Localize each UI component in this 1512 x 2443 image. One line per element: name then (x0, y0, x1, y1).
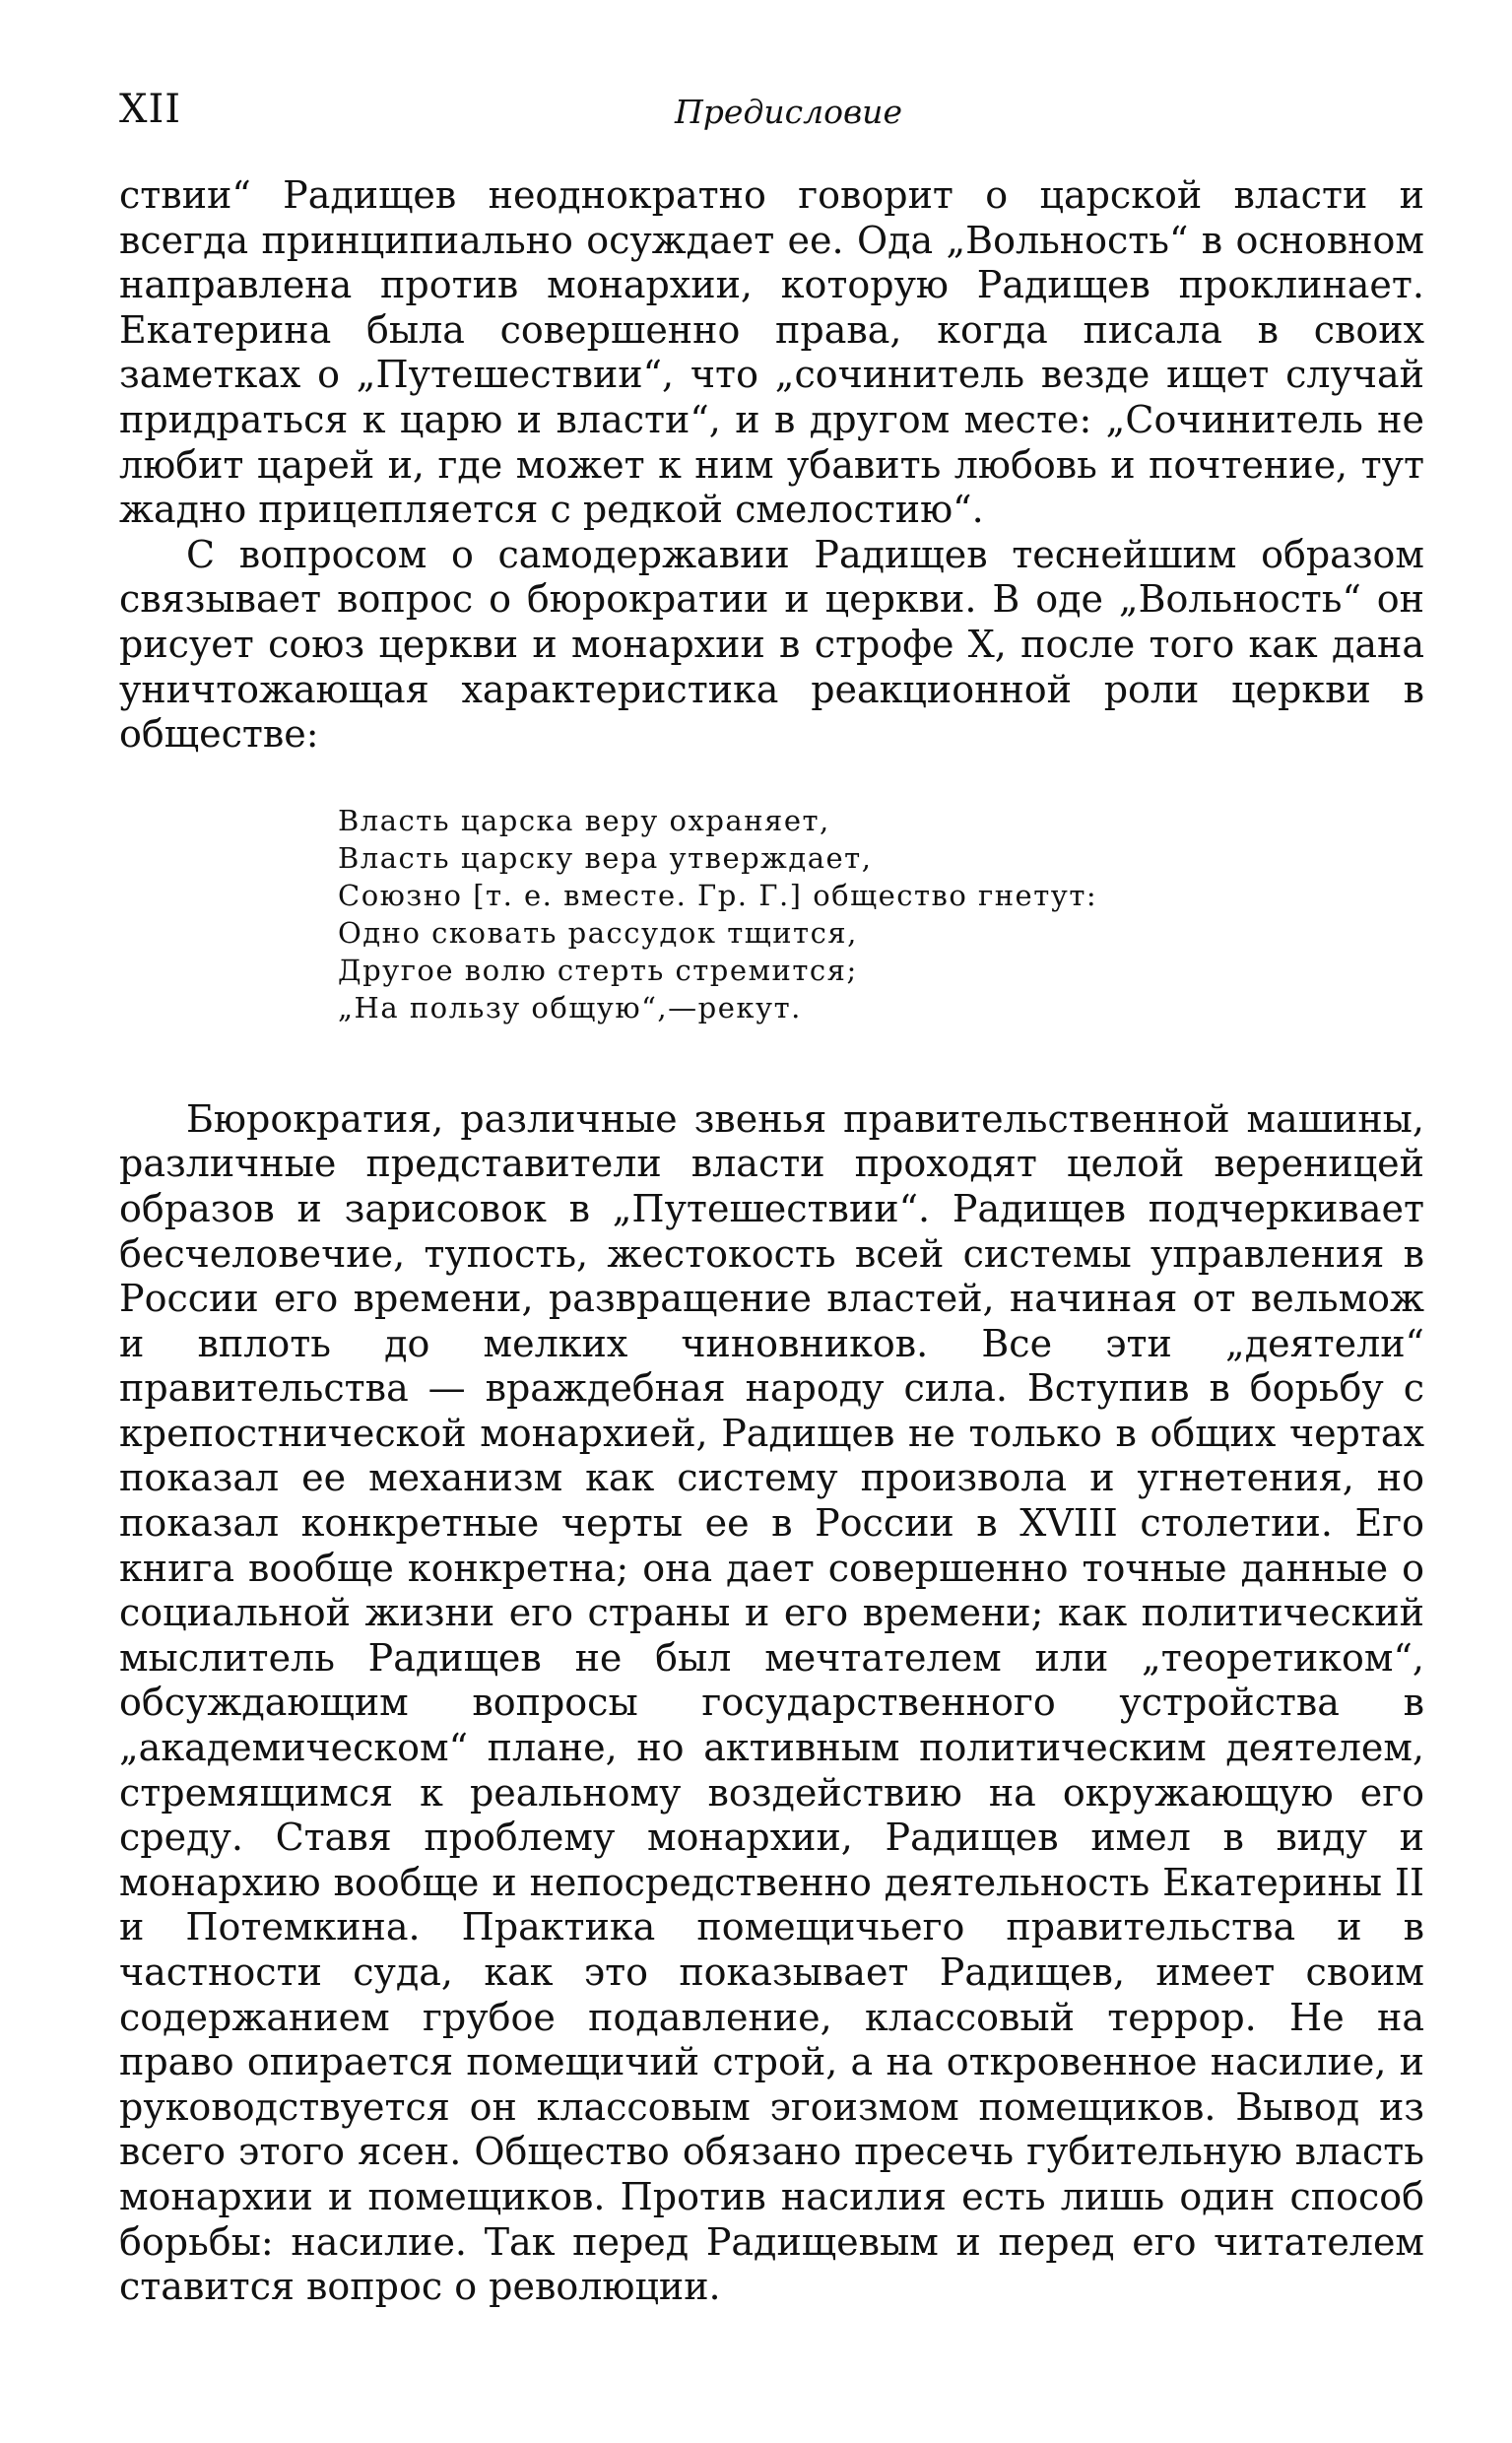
page-number: XII (119, 87, 182, 132)
page-body (119, 173, 1424, 2310)
paragraph-3: Бюрократия, различные звенья правительственной машины, различные представители власти проходят целой вереницей образов и зарисовок в „Путешествии“. Радищев подчеркивает бесчеловечие, тупость, жестокость всей системы управления в России его времени, развращение властей, начиная от вельмож и вплоть до мелких чиновников. Все эти „деятели“ правительства — враждебная народу сила. Вступив в борьбу с крепостнической монархией, Радищев не только в общих чертах показал ее механизм как систему произвола и угнетения, но показал конкретные черты ее в России в XVIII столетии. Его книга вообще конкретна; она дает совершенно точные данные о социальной жизни его страны и его времени; как политический мыслитель Радищев не был мечтателем или „теоретиком“, обсуждающим вопросы государственного устройства в „академическом“ плане, но активным политическим деятелем, стремящимся к реальному воздействию на окружающую его среду. Ставя проблему монархии, Радищев имел в виду и монархию вообще и непосредственно деятельность Екатерины II и Потемкина. Практика помещичьего правительства и в частности суда, как это показывает Радищев, имеет своим содержанием грубое подавление, классовый террор. Не на право опирается помещичий строй, а на откровенное насилие, и руководствуется он классовым эгоизмом помещиков. Вывод из всего этого ясен. Общество обязано пресечь губительную власть монархии и помещиков. Против насилия есть лишь один способ борьбы: насилие. Так перед Радищевым и перед его читателем ставится вопрос о революции. (119, 1096, 1424, 2309)
verse-quote (338, 802, 1424, 1026)
verse-line-1: Власть царска веру охраняет, (338, 803, 830, 837)
verse-line-4: Одно сковать рассудок тщится, (338, 915, 858, 950)
verse-line-3: Союзно [т. е. вместе. Гр. Г.] общество гнетут: (338, 878, 1098, 912)
paragraph-1: ствии“ Радищев неоднократно говорит о царской власти и всегда принципиально осуждает ее. Ода „Вольность“ в основном направлена против монархии, которую Радищев проклинает. Екатерина была совершенно права, когда писала в своих заметках о „Путешествии“, что „сочинитель везде ищет случай придраться к царю и власти“, и в другом месте: „Сочинитель не любит царей и, где может к ним убавить любовь и почтение, тут жадно прицепляется с редкой смелостию“. (119, 173, 1424, 532)
verse-line-6: „На пользу общую“,—рекут. (338, 990, 802, 1024)
verse-line-5: Другое волю стерть стремится; (338, 953, 858, 987)
verse-line-2: Власть царску вера утверждает, (338, 840, 873, 875)
paragraph-2: С вопросом о самодержавии Радищев теснейшим образом связывает вопрос о бюрократии и церкви. В оде „Вольность“ он рисует союз церкви и монархии в строфе X, после того как дана уничтожающая характеристика реакционной роли церкви в обществе: (119, 532, 1424, 757)
page-header (119, 87, 1418, 146)
running-head: Предисловие (675, 93, 902, 131)
